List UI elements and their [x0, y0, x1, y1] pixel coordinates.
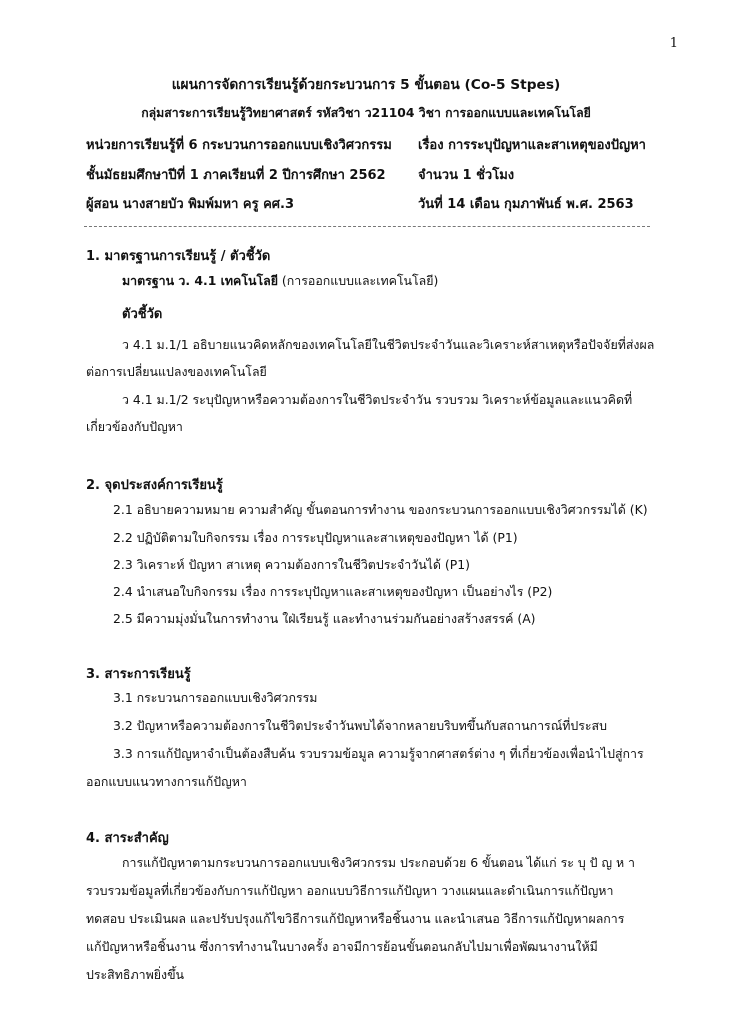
unit-row — [86, 134, 646, 155]
indicator-1-line-1: ว 4.1 ม.1/1 อธิบายแนวคิดหลักของเทคโนโลยีในชีวิตประจำวันและวิเคราะห์สาเหตุหรือปัจจัยที่ส่งผล — [122, 337, 655, 352]
teacher-row — [86, 193, 634, 214]
plan-title: แผนการจัดการเรียนรู้ด้วยกระบวนการ 5 ขั้นตอน (Co-5 Stpes) — [171, 77, 561, 93]
topic-text: เรื่อง การระบุปัญหาและสาเหตุของปัญหา — [418, 138, 646, 153]
page-number: 1 — [669, 36, 678, 51]
summary-line: การแก้ปัญหาตามกระบวนการออกแบบเชิงวิศวกรรม ประกอบด้วย 6 ขั้นตอน ได้แก่ ระ บุ ปั ญ ห า — [122, 855, 636, 870]
indicator-2-line-1: ว 4.1 ม.1/2 ระบุปัญหาหรือความต้องการในชีวิตประจำวัน รวบรวม วิเคราะห์ข้อมูลและแนวคิดที่ — [122, 392, 633, 407]
objective-item: 2.1 อธิบายความหมาย ความสำคัญ ขั้นตอนการทำงาน ของกระบวนการออกแบบเชิงวิศวกรรมได้ (K) — [113, 502, 648, 517]
grade-text: ชั้นมัธยมศึกษาปีที่ 1 ภาคเรียนที่ 2 ปีการศึกษา 2562 — [86, 168, 386, 183]
unit-text: หน่วยการเรียนรู้ที่ 6 กระบวนการออกแบบเชิงวิศวกรรม — [86, 138, 392, 153]
objective-item: 2.2 ปฏิบัติตามใบกิจกรรม เรื่อง การระบุปัญหาและสาเหตุของปัญหา ได้ (P1) — [113, 530, 518, 545]
content-item: 3.3 การแก้ปัญหาจำเป็นต้องสืบค้น รวบรวมข้อมูล ความรู้จากศาสตร์ต่าง ๆ ที่เกี่ยวข้องเพื่อนำไปสู่การ — [113, 746, 644, 761]
section-3-heading: 3. สาระการเรียนรู้ — [86, 667, 191, 682]
objective-item: 2.4 นำเสนอใบกิจกรรม เรื่อง การระบุปัญหาและสาเหตุของปัญหา เป็นอย่างไร (P2) — [113, 584, 553, 599]
standard-bold: มาตรฐาน ว. 4.1 เทคโนโลยี — [122, 273, 278, 288]
objective-item: 2.5 มีความมุ่งมั่นในการทำงาน ใฝ่เรียนรู้ และทำงานร่วมกันอย่างสร้างสรรค์ (A) — [113, 611, 536, 626]
section-1-heading: 1. มาตรฐานการเรียนรู้ / ตัวชี้วัด — [86, 249, 271, 264]
subject-line: กลุ่มสาระการเรียนรู้วิทยาศาสตร์ รหัสวิชา ว21104 วิชา การออกแบบและเทคโนโลยี — [141, 106, 591, 120]
summary-line: รวบรวมข้อมูลที่เกี่ยวข้องกับการแก้ปัญหา ออกแบบวิธีการแก้ปัญหา วางแผนและดำเนินการแก้ปัญหา — [86, 883, 614, 898]
summary-line: ทดสอบ ประเมินผล และปรับปรุงแก้ไขวิธีการแก้ปัญหาหรือชิ้นงาน และนำเสนอ วิธีการแก้ปัญหาผลการ — [86, 911, 625, 926]
objective-item: 2.3 วิเคราะห์ ปัญหา สาเหตุ ความต้องการในชีวิตประจำวันได้ (P1) — [113, 557, 470, 572]
section-2-heading: 2. จุดประสงค์การเรียนรู้ — [86, 478, 223, 493]
teacher-text: ผู้สอน นางสายบัว พิมพ์มหา ครู คศ.3 — [86, 197, 295, 212]
content-item-cont: ออกแบบแนวทางการแก้ปัญหา — [86, 774, 247, 789]
standard-rest: (การออกแบบและเทคโนโลยี) — [277, 273, 439, 288]
hours-text: จำนวน 1 ชั่วโมง — [418, 168, 515, 183]
summary-line: แก้ปัญหาหรือชิ้นงาน ซึ่งการทำงานในบางครั้ง อาจมีการย้อนขั้นตอนกลับไปมาเพื่อพัฒนางานให้มี — [86, 939, 598, 954]
indicator-heading: ตัวชี้วัด — [122, 307, 163, 322]
content-item: 3.1 กระบวนการออกแบบเชิงวิศวกรรม — [113, 690, 318, 705]
indicator-2-line-2: เกี่ยวข้องกับปัญหา — [86, 419, 183, 434]
content-item: 3.2 ปัญหาหรือความต้องการในชีวิตประจำวันพบได้จากหลายบริบทขึ้นกับสถานการณ์ที่ประสบ — [113, 718, 607, 733]
standard-line — [122, 272, 438, 290]
section-4-heading: 4. สาระสำคัญ — [86, 831, 169, 846]
grade-row — [86, 164, 515, 185]
summary-line: ประสิทธิภาพยิ่งขึ้น — [86, 967, 185, 982]
date-text: วันที่ 14 เดือน กุมภาพันธ์ พ.ศ. 2563 — [418, 197, 634, 212]
indicator-1-line-2: ต่อการเปลี่ยนแปลงของเทคโนโลยี — [86, 364, 267, 379]
dashed-divider — [84, 226, 650, 227]
